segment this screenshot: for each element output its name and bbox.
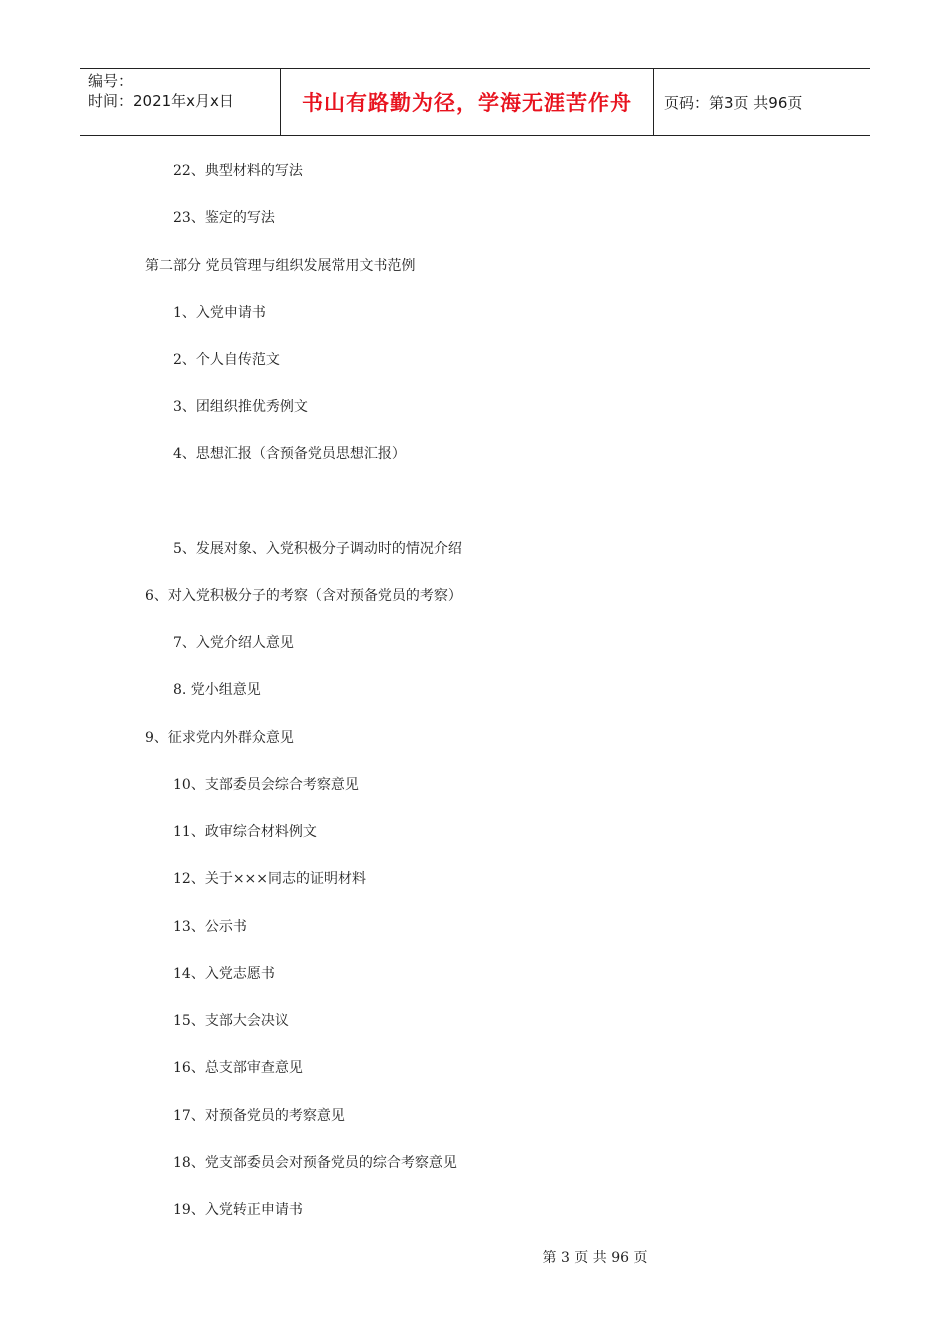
list-item: 7、入党介绍人意见 [173, 635, 294, 651]
list-item: 13、公示书 [173, 919, 247, 935]
list-item: 12、关于×××同志的证明材料 [173, 871, 367, 887]
list-item: 9、征求党内外群众意见 [145, 730, 294, 746]
list-item: 22、典型材料的写法 [173, 163, 303, 179]
section-heading: 第二部分 党员管理与组织发展常用文书范例 [145, 258, 416, 274]
list-item: 11、政审综合材料例文 [173, 824, 317, 840]
list-item: 2、个人自传范文 [173, 352, 280, 368]
list-item: 16、总支部审查意见 [173, 1060, 303, 1076]
list-item: 14、入党志愿书 [173, 966, 275, 982]
list-item: 1、入党申请书 [173, 305, 266, 321]
header-page-number: 页码：第3页 共96页 [664, 93, 803, 112]
document-number: 编号： [88, 72, 134, 90]
document-date: 时间：2021年x月x日 [88, 92, 234, 110]
list-item: 10、支部委员会综合考察意见 [173, 777, 359, 793]
list-item: 6、对入党积极分子的考察（含对预备党员的考察） [145, 588, 462, 604]
list-item: 18、党支部委员会对预备党员的综合考察意见 [173, 1155, 457, 1171]
page-header [80, 68, 870, 136]
list-item: 4、思想汇报（含预备党员思想汇报） [173, 446, 406, 462]
list-item: 23、鉴定的写法 [173, 210, 275, 226]
list-item: 19、入党转正申请书 [173, 1202, 303, 1218]
header-motto: 书山有路勤为径，学海无涯苦作舟 [281, 69, 654, 135]
list-item: 5、发展对象、入党积极分子调动时的情况介绍 [173, 541, 462, 557]
list-item: 17、对预备党员的考察意见 [173, 1108, 345, 1124]
header-info-cell [80, 69, 281, 135]
list-item: 15、支部大会决议 [173, 1013, 289, 1029]
list-item: 8. 党小组意见 [173, 682, 261, 698]
page-footer: 第 3 页 共 96 页 [542, 1250, 648, 1266]
list-item: 3、团组织推优秀例文 [173, 399, 308, 415]
